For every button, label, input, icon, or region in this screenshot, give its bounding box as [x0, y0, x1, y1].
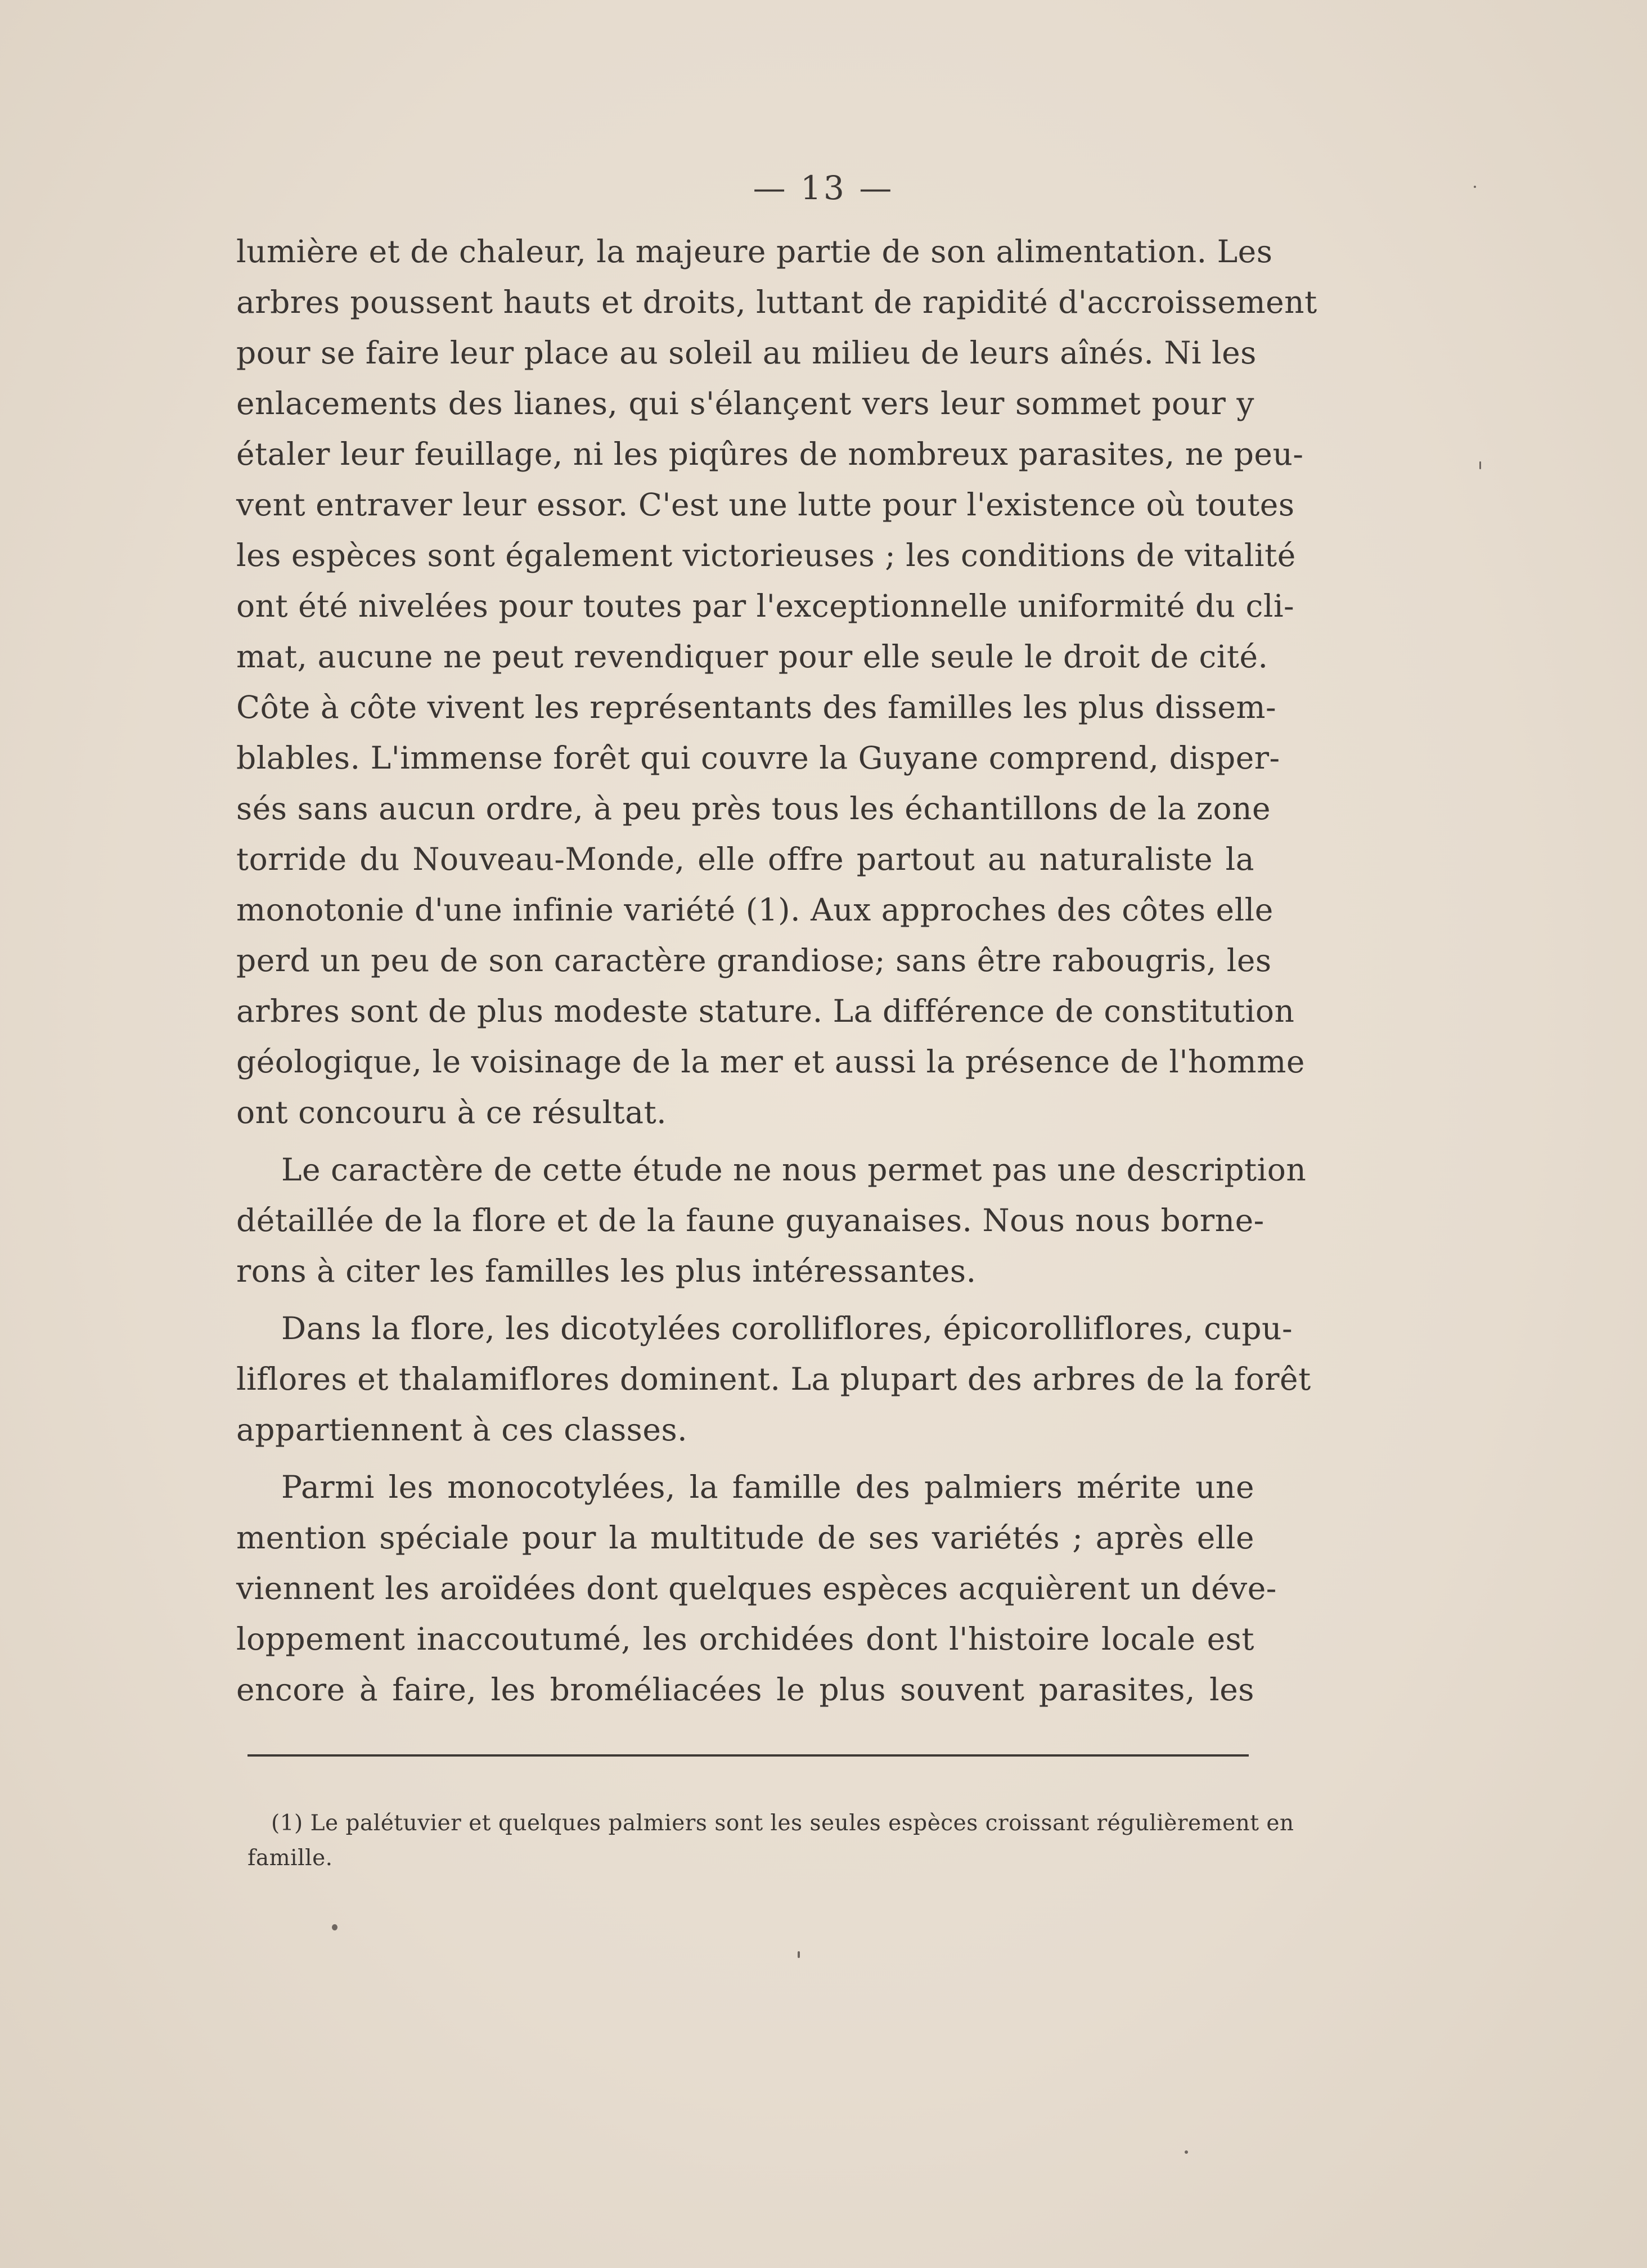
- text-line: arbres sont de plus modeste stature. La différence de constitution: [236, 993, 1295, 1029]
- text-line: liflores et thalamiflores dominent. La plupart des arbres de la forêt: [236, 1361, 1311, 1397]
- scan-speck: [798, 1951, 800, 1958]
- page-number: — 13 —: [753, 169, 894, 207]
- text-line: sés sans aucun ordre, à peu près tous les échantillons de la zone: [236, 791, 1271, 827]
- text-line: géologique, le voisinage de la mer et aussi la présence de l'homme: [236, 1044, 1305, 1080]
- body-text: [236, 226, 1317, 1715]
- text-line: appartiennent à ces classes.: [236, 1412, 688, 1448]
- text-line: mention spéciale pour la multitude de ses variétés ; après elle: [236, 1520, 1254, 1556]
- paragraph-2: [236, 1144, 1307, 1296]
- text-line: encore à faire, les broméliacées le plus souvent parasites, les: [236, 1672, 1254, 1708]
- footnote-line: famille.: [248, 1845, 333, 1871]
- paragraph-3: [236, 1303, 1311, 1455]
- text-line: ont concouru à ce résultat.: [236, 1094, 667, 1130]
- text-line: Côte à côte vivent les représentants des familles les plus dissem-: [236, 689, 1277, 725]
- paragraph-1: [236, 226, 1317, 1138]
- text-line: ont été nivelées pour toutes par l'exceptionnelle uniformité du cli-: [236, 588, 1295, 624]
- text-line: arbres poussent hauts et droits, luttant de rapidité d'accroissement: [236, 284, 1317, 320]
- scan-speck: [1474, 186, 1476, 188]
- text-line: pour se faire leur place au soleil au milieu de leurs aînés. Ni les: [236, 335, 1257, 371]
- footnote-line: (1) Le palétuvier et quelques palmiers sont les seules espèces croissant régulièrement en: [271, 1811, 1294, 1836]
- scan-speck: [1479, 461, 1481, 469]
- text-line: rons à citer les familles les plus intéressantes.: [236, 1253, 976, 1289]
- text-line: Le caractère de cette étude ne nous permet pas une description: [281, 1152, 1307, 1188]
- text-line: monotonie d'une infinie variété (1). Aux approches des côtes elle: [236, 892, 1274, 928]
- text-line: les espèces sont également victorieuses ; les conditions de vitalité: [236, 537, 1296, 573]
- text-line: torride du Nouveau-Monde, elle offre partout au naturaliste la: [236, 841, 1254, 877]
- text-line: perd un peu de son caractère grandiose; sans être rabougris, les: [236, 942, 1272, 978]
- text-line: blables. L'immense forêt qui couvre la Guyane comprend, disper-: [236, 740, 1280, 776]
- scan-speck: [1185, 2150, 1188, 2154]
- text-line: mat, aucune ne peut revendiquer pour elle seule le droit de cité.: [236, 639, 1268, 675]
- text-line: loppement inaccoutumé, les orchidées dont l'histoire locale est: [236, 1621, 1254, 1657]
- text-line: vent entraver leur essor. C'est une lutte pour l'existence où toutes: [236, 487, 1295, 523]
- text-line: Parmi les monocotylées, la famille des palmiers mérite une: [281, 1469, 1254, 1505]
- footnote-separator: [248, 1754, 1249, 1757]
- footnote: [248, 1806, 1294, 1876]
- text-line: étaler leur feuillage, ni les piqûres de nombreux parasites, ne peu-: [236, 436, 1304, 472]
- text-line: viennent les aroïdées dont quelques espèces acquièrent un déve-: [236, 1570, 1277, 1606]
- text-line: enlacements des lianes, qui s'élançent vers leur sommet pour y: [236, 385, 1254, 421]
- paragraph-4: [236, 1462, 1277, 1715]
- scan-speck: [332, 1924, 338, 1930]
- text-line: lumière et de chaleur, la majeure partie de son alimentation. Les: [236, 233, 1273, 270]
- text-line: Dans la flore, les dicotylées corolliflores, épicorolliflores, cupu-: [281, 1310, 1293, 1346]
- text-line: détaillée de la flore et de la faune guyanaises. Nous nous borne-: [236, 1202, 1264, 1238]
